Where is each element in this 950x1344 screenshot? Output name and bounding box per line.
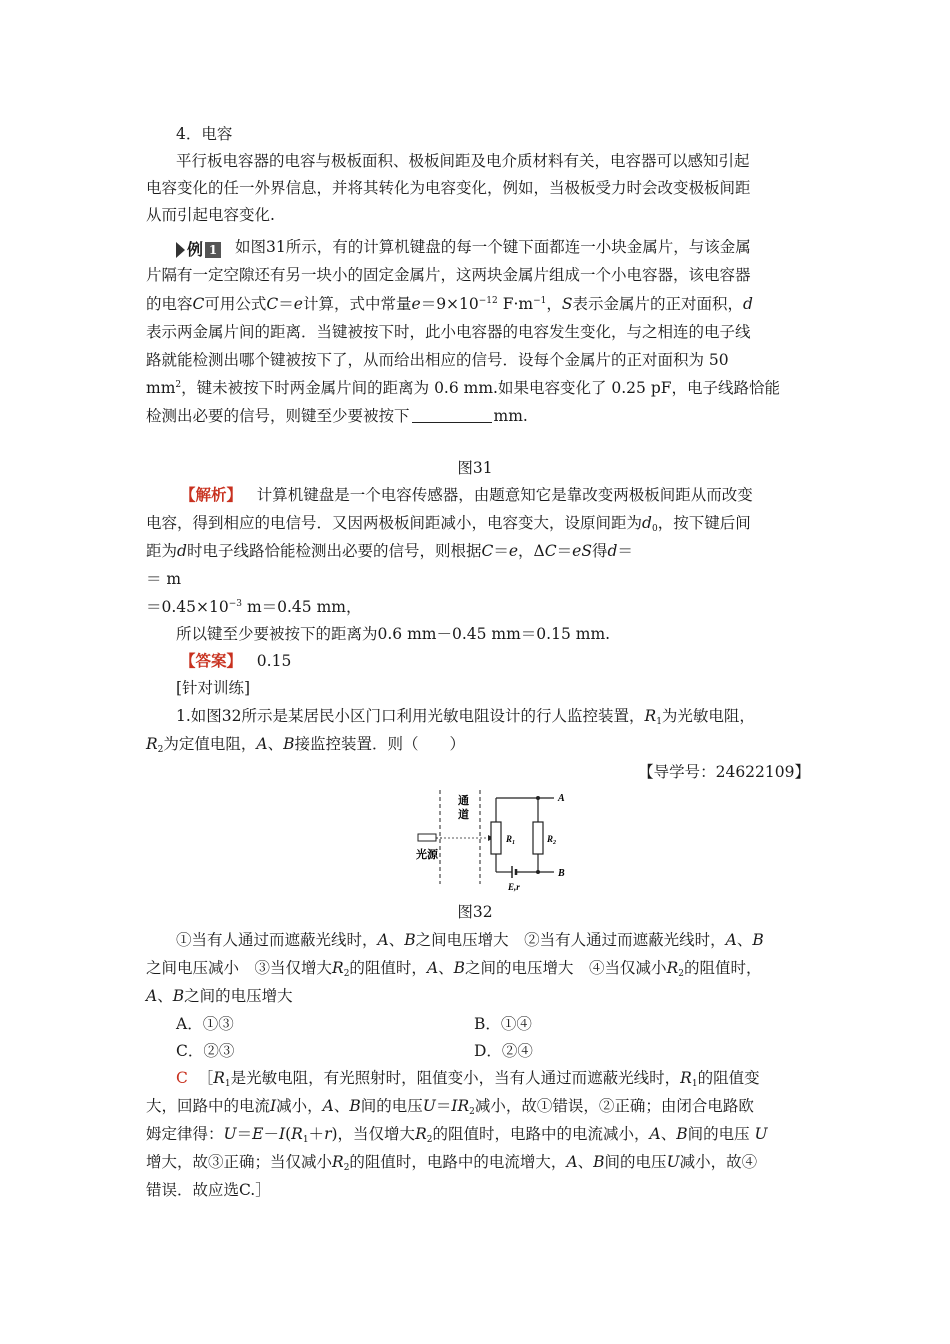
channel-label-2: 道 — [458, 809, 469, 821]
solution-line: C $[R_1$是光敏电阻，有光照射时，阻值变小，当有人通过而遮蔽光线时，$R_1$的阻值变 — [176, 1069, 760, 1089]
option-a: A．①③ — [176, 1015, 234, 1033]
solution-line: 大，回路中的电流I减小，A、B间的电压$U=IR_2$减小，故①错误，②正确；由闭合电路欧 — [146, 1097, 754, 1117]
battery-label: E,r — [508, 882, 520, 892]
resistor-r2 — [533, 822, 543, 854]
option-b: B．①④ — [474, 1015, 532, 1033]
analysis-line: 【解析】 计算机键盘是一个电容传感器，由题意知它是靠改变两极板间距从而改变 — [180, 485, 753, 504]
answer-line — [180, 651, 291, 671]
statement-line: A、B之间的电压增大 — [146, 987, 293, 1005]
solution-line: 错误．故应选C.］ — [146, 1181, 271, 1199]
question-line: $R_2$为定值电阻，A、B接监控装置．则（ ） — [146, 735, 466, 755]
figure-32-circuit-diagram — [414, 788, 584, 893]
solution-letter: C — [176, 1069, 188, 1087]
terminal-b-label: B — [558, 868, 565, 879]
analysis-line: 所以键至少要被按下的距离为0.6 mm－0.45 mm＝0.15 mm. — [176, 625, 611, 643]
analysis-line: ＝ m — [146, 570, 182, 588]
statement-line: 之间电压减小 ③当仅增大$R_2$的阻值时，A、B之间的电压增大 ④当仅减小$R_2$的阻值时， — [146, 959, 762, 979]
example-line: 路就能检测出哪个键被按下了，从而给出相应的信号．设每个金属片的正对面积为 50 — [146, 351, 729, 369]
r2-label: $R_2$ — [547, 834, 557, 846]
section-paragraph-line: 从而引起电容变化. — [146, 206, 275, 224]
figure-31-caption: 图31 — [457, 459, 493, 477]
training-heading: [针对训练] — [176, 679, 251, 697]
question-line: 1.如图32所示是某居民小区门口利用光敏电阻设计的行人监控装置，$R_1$为光敏电阻， — [176, 707, 755, 727]
guide-number: 【导学号：24622109】 — [638, 763, 810, 781]
example-line: $mm^2$，键未被按下时两金属片间的距离为 0.6 mm.如果电容变化了 0.25 pF，电子线路恰能 — [146, 379, 781, 397]
r1-label: $R_1$ — [506, 834, 516, 846]
solution-line: 姆定律得：$U=E-I(R_1+r)$，当仅增大$R_2$的阻值时，电路中的电流减小，A、B间的电压 U — [146, 1125, 768, 1145]
solution-line: 增大，故③正确；当仅减小$R_2$的阻值时，电路中的电流增大，A、B间的电压U减小，故④ — [146, 1153, 758, 1173]
example-line: 表示两金属片间的距离．当键被按下时，此小电容器的电容发生变化，与之相连的电子线 — [146, 323, 751, 341]
channel-label-1: 通 — [458, 795, 469, 807]
section-heading: 4．电容 — [176, 125, 233, 143]
statement-line: ①当有人通过而遮蔽光线时，A、B之间电压增大 ②当有人通过而遮蔽光线时，A、B — [176, 931, 764, 949]
option-c: C．②③ — [176, 1042, 235, 1060]
option-d: D．②④ — [474, 1042, 533, 1060]
example-line: 片隔有一定空隙还有另一块小的固定金属片，这两块金属片组成一个小电容器，该电容器 — [146, 266, 751, 284]
analysis-tag: 【解析】 — [180, 485, 243, 504]
terminal-a-label: A — [558, 793, 565, 804]
answer-value: 0.15 — [256, 652, 292, 670]
answer-blank — [412, 408, 492, 423]
answer-tag: 【答案】 — [180, 651, 243, 670]
example-line: 例 1 如图31所示，有的计算机键盘的每一个键下面都连一小块金属片，与该金属 — [176, 237, 751, 257]
analysis-line: $=0.45\times 10^{-3}$ m＝0.45 mm， — [146, 598, 362, 616]
light-source-label: 光源 — [416, 849, 438, 861]
section-paragraph-line: 电容变化的任一外界信息，并将其转化为电容变化，例如，当极板受力时会改变极板间距 — [146, 179, 751, 197]
light-source-icon — [418, 834, 436, 841]
section-paragraph-line: 平行板电容器的电容与极板面积、极板间距及电介质材料有关，电容器可以感知引起 — [176, 152, 750, 170]
analysis-line: 距为d时电子线路恰能检测出必要的信号，则根据C＝e，ΔC＝eS得d＝ — [146, 542, 633, 560]
analysis-line: 电容，得到相应的电信号．又因两极板间距减小，电容变大，设原间距为$d_0$，按下键后间 — [146, 514, 751, 534]
figure-32-caption: 图32 — [457, 903, 493, 921]
triangle-icon — [176, 242, 185, 258]
example-badge: 例 1 — [176, 239, 221, 257]
example-line: 检测出必要的信号，则键至少要被按下 mm. — [146, 407, 528, 425]
resistor-r1 — [491, 822, 501, 854]
example-line: 的电容C可用公式C＝e计算，式中常量$e=9\times 10^{-12}$ $F\cdot m^{-1}$，S表示金属片的正对面积，d — [146, 295, 753, 313]
